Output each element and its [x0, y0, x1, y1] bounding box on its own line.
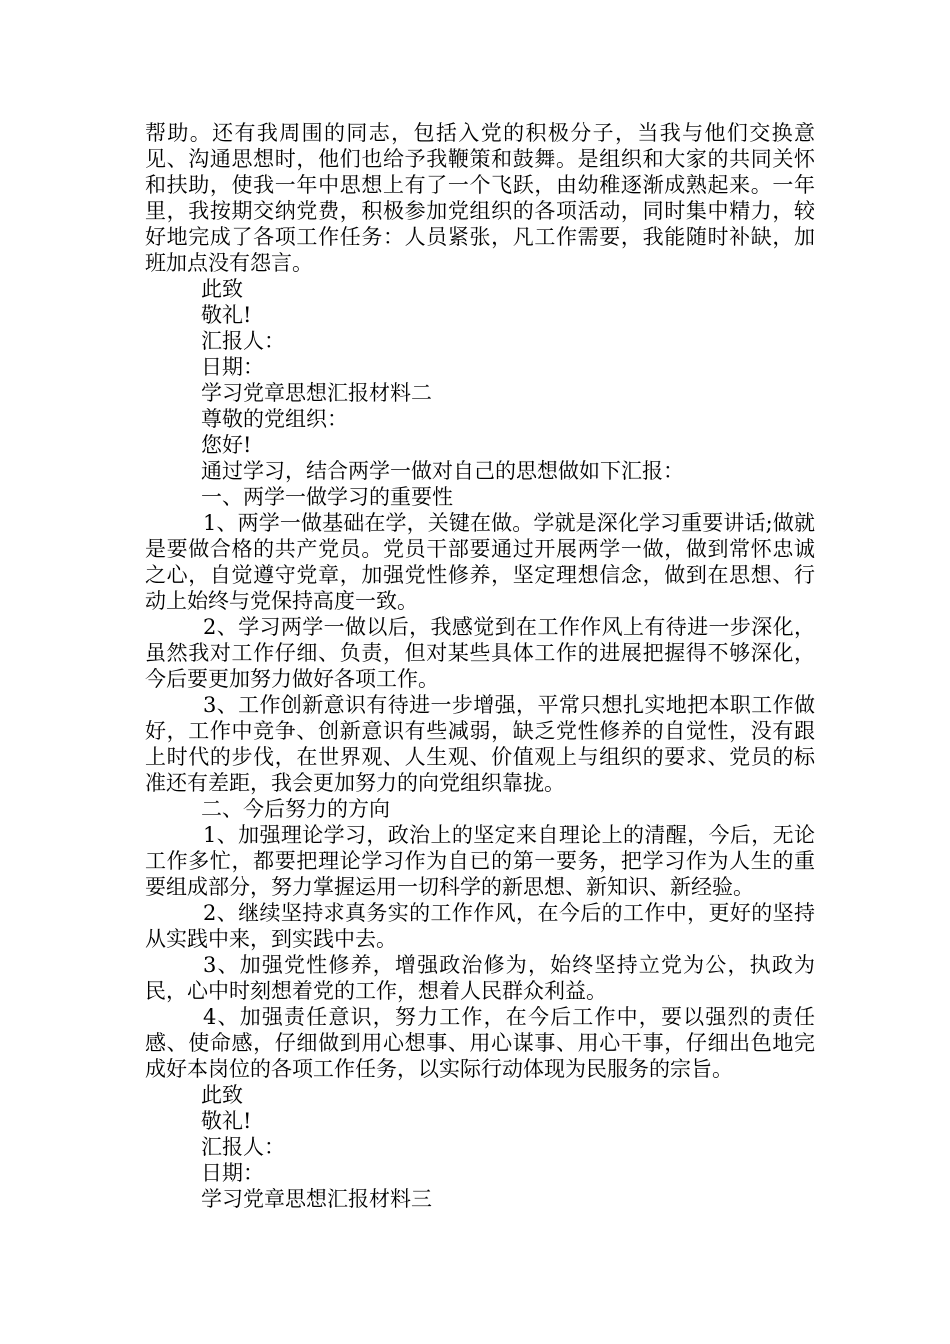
section-item: 2、学习两学一做以后，我感觉到在工作作风上有待进一步深化，虽然我对工作仔细、负责，但对某些具体工作的进展把握得不够深化，今后要更加努力做好各项工作。: [145, 615, 815, 691]
document-title: 学习党章思想汇报材料二: [201, 381, 432, 405]
date-label: 日期：: [201, 1161, 264, 1185]
date-label: 日期：: [201, 355, 264, 379]
section-heading: 二、今后努力的方向: [201, 797, 390, 821]
reporter-label: 汇报人：: [201, 329, 285, 353]
body-paragraph: 帮助。还有我周围的同志，包括入党的积极分子，当我与他们交换意见、沟通思想时，他们也给予我鞭策和鼓舞。是组织和大家的共同关怀和扶助，使我一年中思想上有了一个飞跃，由幼稚逐渐成熟起来。一年里，我按期交纳党费，积极参加党组织的各项活动，同时集中精力，较好地完成了各项工作任务：人员紧张，凡工作需要，我能随时补缺，加班加点没有怨言。: [145, 121, 815, 275]
reporter-label: 汇报人：: [201, 1135, 285, 1159]
section-heading: 一、两学一做学习的重要性: [201, 485, 453, 509]
section-item: 2、继续坚持求真务实的工作作风，在今后的工作中，更好的坚持从实践中来，到实践中去。: [145, 901, 815, 951]
closing-line: 此致: [201, 1083, 243, 1107]
salute-line: 敬礼!: [201, 1109, 252, 1133]
greeting-to: 尊敬的党组织：: [201, 407, 348, 431]
intro-line: 通过学习，结合两学一做对自己的思想做如下汇报：: [201, 459, 684, 483]
greeting: 您好!: [201, 433, 252, 457]
document-body: [145, 120, 815, 1212]
salute-line: 敬礼!: [201, 303, 252, 327]
section-item: 3、工作创新意识有待进一步增强，平常只想扎实地把本职工作做好，工作中竞争、创新意识有些减弱，缺乏党性修养的自觉性，没有跟上时代的步伐，在世界观、人生观、价值观上与组织的要求、党员的标准还有差距，我会更加努力的向党组织靠拢。: [145, 693, 815, 795]
document-title: 学习党章思想汇报材料三: [201, 1187, 432, 1211]
section-item: 4、加强责任意识，努力工作，在今后工作中，要以强烈的责任感、使命感，仔细做到用心想事、用心谋事、用心干事，仔细出色地完成好本岗位的各项工作任务，以实际行动体现为民服务的宗旨。: [145, 1005, 815, 1081]
closing-line: 此致: [201, 277, 243, 301]
section-item: 3、加强党性修养，增强政治修为，始终坚持立党为公，执政为民，心中时刻想着党的工作，想着人民群众利益。: [145, 953, 815, 1003]
section-item: 1、两学一做基础在学，关键在做。学就是深化学习重要讲话;做就是要做合格的共产党员。党员干部要通过开展两学一做，做到常怀忠诚之心，自觉遵守党章，加强党性修养，坚定理想信念，做到在思想、行动上始终与党保持高度一致。: [145, 511, 815, 613]
section-item: 1、加强理论学习，政治上的坚定来自理论上的清醒，今后，无论工作多忙，都要把理论学习作为自已的第一要务，把学习作为人生的重要组成部分，努力掌握运用一切科学的新思想、新知识、新经验。: [145, 823, 815, 899]
